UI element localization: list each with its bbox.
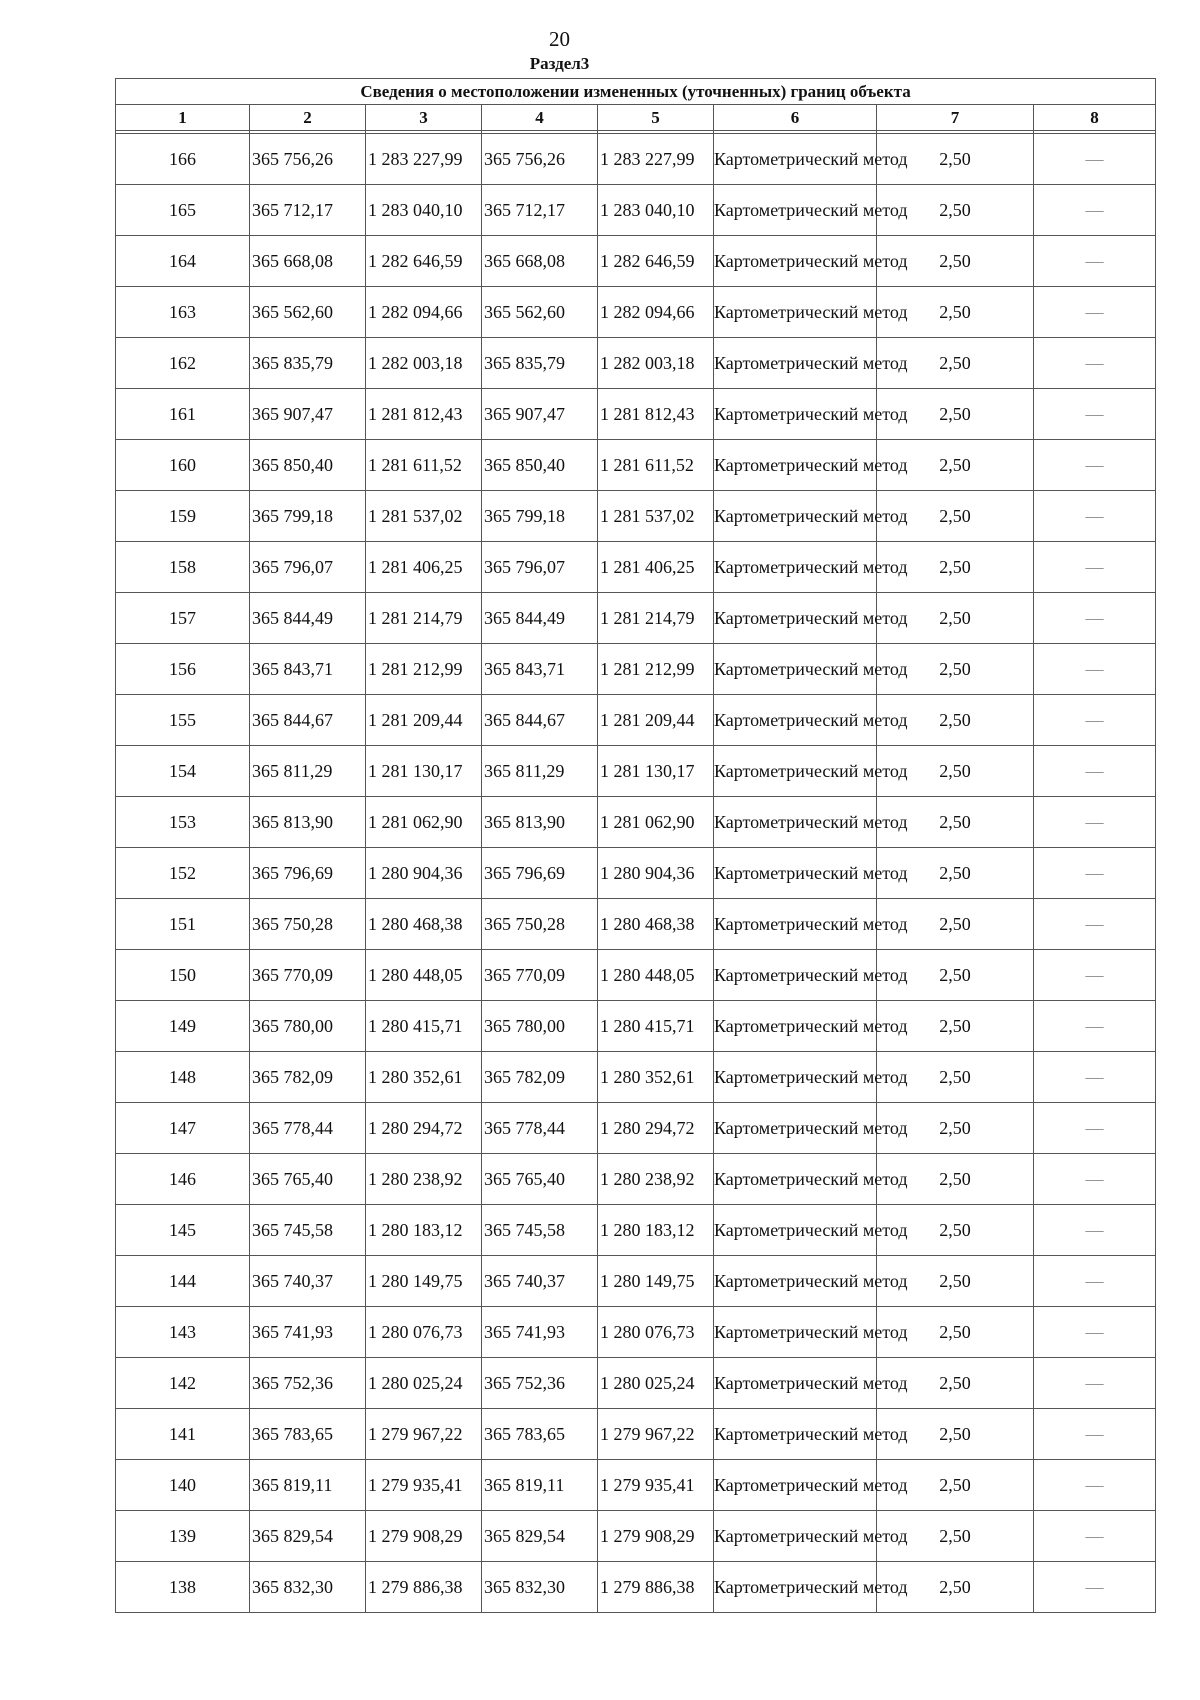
new-y-cell: 1 281 209,44	[598, 695, 714, 746]
method-cell: Картометрический метод	[714, 134, 877, 185]
method-cell: Картометрический метод	[714, 1409, 877, 1460]
new-y-cell: 1 283 227,99	[598, 134, 714, 185]
point-number-cell: 153	[116, 797, 250, 848]
description-cell: —	[1034, 1256, 1156, 1307]
old-x-cell: 365 832,30	[250, 1562, 366, 1613]
old-x-cell: 365 799,18	[250, 491, 366, 542]
table-row	[116, 1409, 1156, 1460]
old-x-cell: 365 843,71	[250, 644, 366, 695]
method-cell: Картометрический метод	[714, 1052, 877, 1103]
point-number-cell: 161	[116, 389, 250, 440]
section-title: Раздел3	[529, 54, 590, 73]
accuracy-cell: 2,50	[877, 593, 1034, 644]
accuracy-cell: 2,50	[877, 185, 1034, 236]
method-cell: Картометрический метод	[714, 1256, 877, 1307]
new-y-cell: 1 280 468,38	[598, 899, 714, 950]
column-number: 4	[482, 105, 598, 131]
table-row	[116, 746, 1156, 797]
new-x-cell: 365 799,18	[482, 491, 598, 542]
old-y-cell: 1 281 214,79	[366, 593, 482, 644]
new-y-cell: 1 281 214,79	[598, 593, 714, 644]
description-cell: —	[1034, 1001, 1156, 1052]
accuracy-cell: 2,50	[877, 287, 1034, 338]
description-cell: —	[1034, 1205, 1156, 1256]
method-cell: Картометрический метод	[714, 287, 877, 338]
point-number-cell: 147	[116, 1103, 250, 1154]
column-number: 2	[250, 105, 366, 131]
new-x-cell: 365 782,09	[482, 1052, 598, 1103]
point-number-cell: 156	[116, 644, 250, 695]
table-row	[116, 491, 1156, 542]
accuracy-cell: 2,50	[877, 542, 1034, 593]
description-cell: —	[1034, 1460, 1156, 1511]
old-y-cell: 1 280 294,72	[366, 1103, 482, 1154]
new-x-cell: 365 783,65	[482, 1409, 598, 1460]
table-row	[116, 1205, 1156, 1256]
description-cell: —	[1034, 1154, 1156, 1205]
point-number-cell: 139	[116, 1511, 250, 1562]
table-row	[116, 950, 1156, 1001]
accuracy-cell: 2,50	[877, 644, 1034, 695]
old-x-cell: 365 780,00	[250, 1001, 366, 1052]
table-row	[116, 542, 1156, 593]
new-y-cell: 1 283 040,10	[598, 185, 714, 236]
point-number-cell: 160	[116, 440, 250, 491]
new-x-cell: 365 778,44	[482, 1103, 598, 1154]
old-x-cell: 365 835,79	[250, 338, 366, 389]
old-x-cell: 365 844,67	[250, 695, 366, 746]
column-number: 7	[877, 105, 1034, 131]
new-x-cell: 365 562,60	[482, 287, 598, 338]
description-cell: —	[1034, 236, 1156, 287]
column-number: 1	[116, 105, 250, 131]
point-number-cell: 164	[116, 236, 250, 287]
column-number: 5	[598, 105, 714, 131]
method-cell: Картометрический метод	[714, 185, 877, 236]
method-cell: Картометрический метод	[714, 695, 877, 746]
new-x-cell: 365 756,26	[482, 134, 598, 185]
old-y-cell: 1 280 025,24	[366, 1358, 482, 1409]
table-row	[116, 695, 1156, 746]
old-y-cell: 1 279 935,41	[366, 1460, 482, 1511]
old-y-cell: 1 280 076,73	[366, 1307, 482, 1358]
description-cell: —	[1034, 695, 1156, 746]
accuracy-cell: 2,50	[877, 389, 1034, 440]
new-x-cell: 365 750,28	[482, 899, 598, 950]
new-x-cell: 365 819,11	[482, 1460, 598, 1511]
table-row	[116, 1103, 1156, 1154]
old-x-cell: 365 844,49	[250, 593, 366, 644]
old-y-cell: 1 280 183,12	[366, 1205, 482, 1256]
old-y-cell: 1 282 094,66	[366, 287, 482, 338]
new-x-cell: 365 770,09	[482, 950, 598, 1001]
accuracy-cell: 2,50	[877, 899, 1034, 950]
new-y-cell: 1 281 611,52	[598, 440, 714, 491]
description-cell: —	[1034, 134, 1156, 185]
new-x-cell: 365 796,07	[482, 542, 598, 593]
table-row	[116, 389, 1156, 440]
table-row	[116, 797, 1156, 848]
old-x-cell: 365 813,90	[250, 797, 366, 848]
point-number-cell: 149	[116, 1001, 250, 1052]
table-row	[116, 1562, 1156, 1613]
method-cell: Картометрический метод	[714, 1001, 877, 1052]
point-number-cell: 141	[116, 1409, 250, 1460]
description-cell: —	[1034, 338, 1156, 389]
table-row	[116, 338, 1156, 389]
accuracy-cell: 2,50	[877, 1460, 1034, 1511]
new-y-cell: 1 281 062,90	[598, 797, 714, 848]
point-number-cell: 148	[116, 1052, 250, 1103]
accuracy-cell: 2,50	[877, 1205, 1034, 1256]
table-row	[116, 287, 1156, 338]
accuracy-cell: 2,50	[877, 134, 1034, 185]
new-y-cell: 1 280 352,61	[598, 1052, 714, 1103]
old-y-cell: 1 283 227,99	[366, 134, 482, 185]
table-row	[116, 593, 1156, 644]
column-number-row	[116, 105, 1156, 131]
accuracy-cell: 2,50	[877, 1358, 1034, 1409]
description-cell: —	[1034, 797, 1156, 848]
description-cell: —	[1034, 287, 1156, 338]
old-x-cell: 365 778,44	[250, 1103, 366, 1154]
page-number: 20	[549, 27, 570, 51]
point-number-cell: 155	[116, 695, 250, 746]
description-cell: —	[1034, 950, 1156, 1001]
new-x-cell: 365 813,90	[482, 797, 598, 848]
boundary-coordinates-table	[115, 78, 1156, 1613]
new-x-cell: 365 796,69	[482, 848, 598, 899]
old-x-cell: 365 796,07	[250, 542, 366, 593]
description-cell: —	[1034, 899, 1156, 950]
description-cell: —	[1034, 1511, 1156, 1562]
point-number-cell: 138	[116, 1562, 250, 1613]
column-number: 8	[1034, 105, 1156, 131]
method-cell: Картометрический метод	[714, 644, 877, 695]
point-number-cell: 159	[116, 491, 250, 542]
new-y-cell: 1 280 294,72	[598, 1103, 714, 1154]
description-cell: —	[1034, 185, 1156, 236]
table-row	[116, 1307, 1156, 1358]
description-cell: —	[1034, 1307, 1156, 1358]
old-y-cell: 1 280 448,05	[366, 950, 482, 1001]
method-cell: Картометрический метод	[714, 1562, 877, 1613]
point-number-cell: 143	[116, 1307, 250, 1358]
point-number-cell: 151	[116, 899, 250, 950]
new-x-cell: 365 780,00	[482, 1001, 598, 1052]
table-row	[116, 848, 1156, 899]
accuracy-cell: 2,50	[877, 440, 1034, 491]
method-cell: Картометрический метод	[714, 236, 877, 287]
accuracy-cell: 2,50	[877, 236, 1034, 287]
method-cell: Картометрический метод	[714, 950, 877, 1001]
table-body	[116, 134, 1156, 1613]
old-x-cell: 365 756,26	[250, 134, 366, 185]
method-cell: Картометрический метод	[714, 848, 877, 899]
old-y-cell: 1 281 812,43	[366, 389, 482, 440]
old-y-cell: 1 281 406,25	[366, 542, 482, 593]
point-number-cell: 158	[116, 542, 250, 593]
method-cell: Картометрический метод	[714, 797, 877, 848]
accuracy-cell: 2,50	[877, 1307, 1034, 1358]
accuracy-cell: 2,50	[877, 746, 1034, 797]
accuracy-cell: 2,50	[877, 491, 1034, 542]
method-cell: Картометрический метод	[714, 338, 877, 389]
new-x-cell: 365 850,40	[482, 440, 598, 491]
table-row	[116, 1256, 1156, 1307]
accuracy-cell: 2,50	[877, 338, 1034, 389]
old-y-cell: 1 281 209,44	[366, 695, 482, 746]
point-number-cell: 152	[116, 848, 250, 899]
old-x-cell: 365 562,60	[250, 287, 366, 338]
new-y-cell: 1 281 537,02	[598, 491, 714, 542]
description-cell: —	[1034, 440, 1156, 491]
new-y-cell: 1 280 183,12	[598, 1205, 714, 1256]
new-y-cell: 1 279 935,41	[598, 1460, 714, 1511]
new-x-cell: 365 712,17	[482, 185, 598, 236]
accuracy-cell: 2,50	[877, 1103, 1034, 1154]
old-y-cell: 1 280 904,36	[366, 848, 482, 899]
description-cell: —	[1034, 491, 1156, 542]
description-cell: —	[1034, 389, 1156, 440]
old-y-cell: 1 279 967,22	[366, 1409, 482, 1460]
description-cell: —	[1034, 848, 1156, 899]
table-row	[116, 644, 1156, 695]
description-cell: —	[1034, 1562, 1156, 1613]
old-x-cell: 365 783,65	[250, 1409, 366, 1460]
old-y-cell: 1 281 212,99	[366, 644, 482, 695]
new-y-cell: 1 280 238,92	[598, 1154, 714, 1205]
new-x-cell: 365 907,47	[482, 389, 598, 440]
old-y-cell: 1 281 062,90	[366, 797, 482, 848]
new-x-cell: 365 668,08	[482, 236, 598, 287]
old-y-cell: 1 280 238,92	[366, 1154, 482, 1205]
column-number: 6	[714, 105, 877, 131]
description-cell: —	[1034, 1409, 1156, 1460]
new-x-cell: 365 829,54	[482, 1511, 598, 1562]
old-x-cell: 365 770,09	[250, 950, 366, 1001]
old-x-cell: 365 782,09	[250, 1052, 366, 1103]
old-x-cell: 365 811,29	[250, 746, 366, 797]
old-x-cell: 365 752,36	[250, 1358, 366, 1409]
point-number-cell: 163	[116, 287, 250, 338]
new-y-cell: 1 282 003,18	[598, 338, 714, 389]
old-x-cell: 365 741,93	[250, 1307, 366, 1358]
old-x-cell: 365 765,40	[250, 1154, 366, 1205]
old-x-cell: 365 740,37	[250, 1256, 366, 1307]
accuracy-cell: 2,50	[877, 1154, 1034, 1205]
new-x-cell: 365 835,79	[482, 338, 598, 389]
new-y-cell: 1 280 448,05	[598, 950, 714, 1001]
new-x-cell: 365 844,49	[482, 593, 598, 644]
old-y-cell: 1 282 003,18	[366, 338, 482, 389]
point-number-cell: 165	[116, 185, 250, 236]
new-x-cell: 365 745,58	[482, 1205, 598, 1256]
method-cell: Картометрический метод	[714, 1358, 877, 1409]
description-cell: —	[1034, 644, 1156, 695]
accuracy-cell: 2,50	[877, 1409, 1034, 1460]
new-x-cell: 365 740,37	[482, 1256, 598, 1307]
new-y-cell: 1 279 886,38	[598, 1562, 714, 1613]
table-row	[116, 185, 1156, 236]
method-cell: Картометрический метод	[714, 542, 877, 593]
new-y-cell: 1 280 025,24	[598, 1358, 714, 1409]
old-y-cell: 1 279 886,38	[366, 1562, 482, 1613]
point-number-cell: 144	[116, 1256, 250, 1307]
new-x-cell: 365 843,71	[482, 644, 598, 695]
old-y-cell: 1 280 415,71	[366, 1001, 482, 1052]
new-y-cell: 1 282 646,59	[598, 236, 714, 287]
table-row	[116, 236, 1156, 287]
point-number-cell: 157	[116, 593, 250, 644]
table-row	[116, 440, 1156, 491]
description-cell: —	[1034, 1358, 1156, 1409]
old-y-cell: 1 281 130,17	[366, 746, 482, 797]
new-y-cell: 1 280 415,71	[598, 1001, 714, 1052]
old-x-cell: 365 829,54	[250, 1511, 366, 1562]
table-row	[116, 1154, 1156, 1205]
accuracy-cell: 2,50	[877, 1001, 1034, 1052]
new-x-cell: 365 832,30	[482, 1562, 598, 1613]
accuracy-cell: 2,50	[877, 1256, 1034, 1307]
point-number-cell: 166	[116, 134, 250, 185]
method-cell: Картометрический метод	[714, 899, 877, 950]
old-x-cell: 365 745,58	[250, 1205, 366, 1256]
old-y-cell: 1 281 537,02	[366, 491, 482, 542]
accuracy-cell: 2,50	[877, 1511, 1034, 1562]
accuracy-cell: 2,50	[877, 797, 1034, 848]
old-x-cell: 365 819,11	[250, 1460, 366, 1511]
new-y-cell: 1 280 904,36	[598, 848, 714, 899]
method-cell: Картометрический метод	[714, 491, 877, 542]
old-y-cell: 1 280 468,38	[366, 899, 482, 950]
description-cell: —	[1034, 1103, 1156, 1154]
old-x-cell: 365 712,17	[250, 185, 366, 236]
method-cell: Картометрический метод	[714, 593, 877, 644]
method-cell: Картометрический метод	[714, 440, 877, 491]
point-number-cell: 140	[116, 1460, 250, 1511]
method-cell: Картометрический метод	[714, 1154, 877, 1205]
accuracy-cell: 2,50	[877, 695, 1034, 746]
method-cell: Картометрический метод	[714, 1103, 877, 1154]
description-cell: —	[1034, 1052, 1156, 1103]
new-y-cell: 1 281 212,99	[598, 644, 714, 695]
table-row	[116, 899, 1156, 950]
point-number-cell: 162	[116, 338, 250, 389]
method-cell: Картометрический метод	[714, 1205, 877, 1256]
description-cell: —	[1034, 746, 1156, 797]
table-row	[116, 1511, 1156, 1562]
new-x-cell: 365 741,93	[482, 1307, 598, 1358]
table-row	[116, 1460, 1156, 1511]
table-row	[116, 1052, 1156, 1103]
old-x-cell: 365 907,47	[250, 389, 366, 440]
new-y-cell: 1 281 406,25	[598, 542, 714, 593]
new-y-cell: 1 279 967,22	[598, 1409, 714, 1460]
old-x-cell: 365 796,69	[250, 848, 366, 899]
old-y-cell: 1 280 352,61	[366, 1052, 482, 1103]
method-cell: Картометрический метод	[714, 1511, 877, 1562]
point-number-cell: 142	[116, 1358, 250, 1409]
table-row	[116, 1001, 1156, 1052]
new-y-cell: 1 281 130,17	[598, 746, 714, 797]
point-number-cell: 154	[116, 746, 250, 797]
new-y-cell: 1 281 812,43	[598, 389, 714, 440]
point-number-cell: 150	[116, 950, 250, 1001]
new-y-cell: 1 282 094,66	[598, 287, 714, 338]
new-y-cell: 1 280 149,75	[598, 1256, 714, 1307]
old-x-cell: 365 750,28	[250, 899, 366, 950]
new-x-cell: 365 811,29	[482, 746, 598, 797]
point-number-cell: 146	[116, 1154, 250, 1205]
old-y-cell: 1 283 040,10	[366, 185, 482, 236]
point-number-cell: 145	[116, 1205, 250, 1256]
method-cell: Картометрический метод	[714, 746, 877, 797]
new-y-cell: 1 280 076,73	[598, 1307, 714, 1358]
accuracy-cell: 2,50	[877, 848, 1034, 899]
accuracy-cell: 2,50	[877, 1052, 1034, 1103]
new-x-cell: 365 765,40	[482, 1154, 598, 1205]
old-y-cell: 1 280 149,75	[366, 1256, 482, 1307]
old-y-cell: 1 279 908,29	[366, 1511, 482, 1562]
old-x-cell: 365 850,40	[250, 440, 366, 491]
old-y-cell: 1 282 646,59	[366, 236, 482, 287]
old-x-cell: 365 668,08	[250, 236, 366, 287]
old-y-cell: 1 281 611,52	[366, 440, 482, 491]
method-cell: Картометрический метод	[714, 1460, 877, 1511]
accuracy-cell: 2,50	[877, 950, 1034, 1001]
method-cell: Картометрический метод	[714, 389, 877, 440]
method-cell: Картометрический метод	[714, 1307, 877, 1358]
table-row	[116, 134, 1156, 185]
new-x-cell: 365 752,36	[482, 1358, 598, 1409]
description-cell: —	[1034, 593, 1156, 644]
accuracy-cell: 2,50	[877, 1562, 1034, 1613]
description-cell: —	[1034, 542, 1156, 593]
new-x-cell: 365 844,67	[482, 695, 598, 746]
column-number: 3	[366, 105, 482, 131]
table-row	[116, 1358, 1156, 1409]
new-y-cell: 1 279 908,29	[598, 1511, 714, 1562]
table-caption: Сведения о местоположении измененных (уточненных) границ объекта	[116, 79, 1156, 105]
